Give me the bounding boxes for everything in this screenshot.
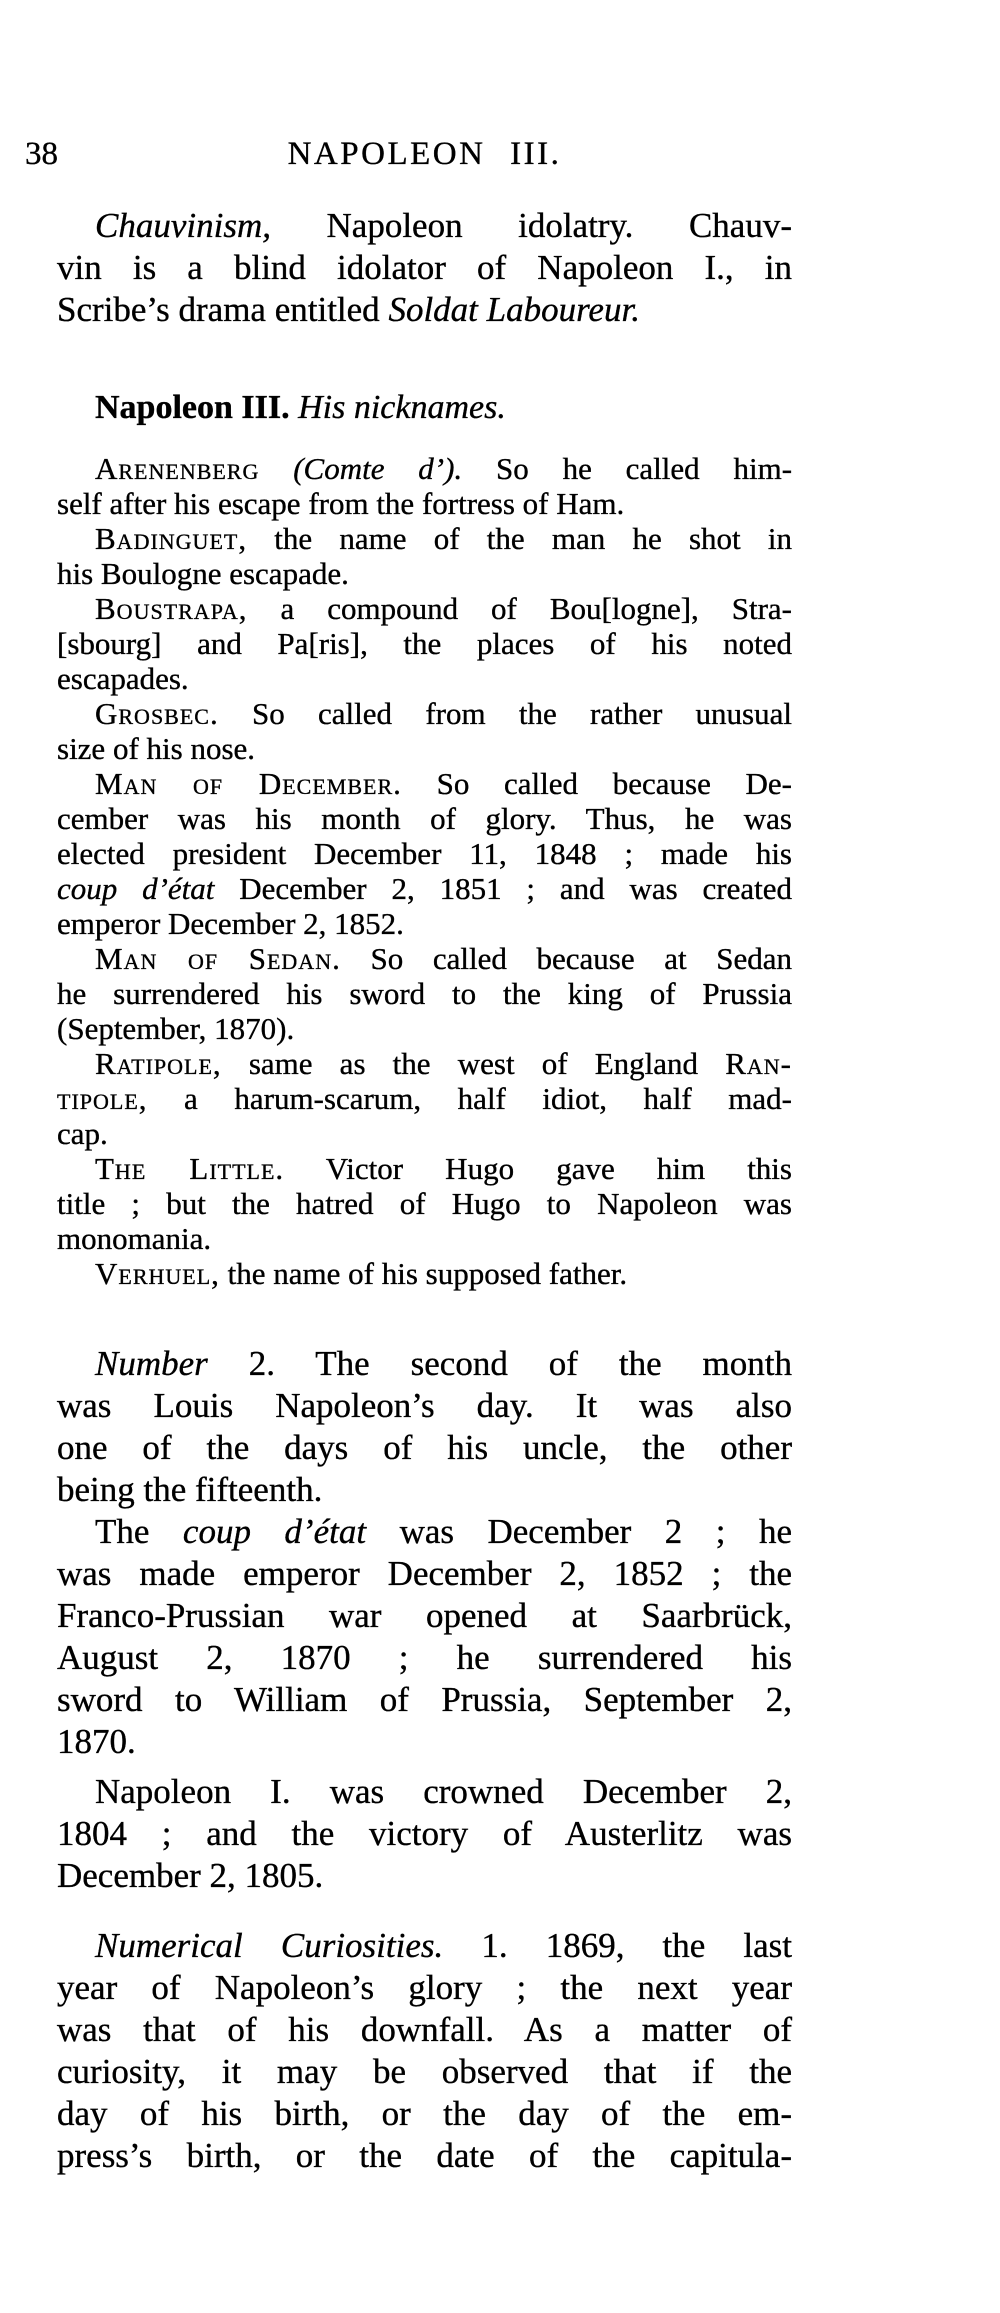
text-segment: Ran-	[725, 1046, 792, 1081]
text-line	[57, 591, 792, 626]
text-line	[57, 1385, 792, 1427]
text-segment: Verhuel,	[95, 1256, 220, 1291]
coup-detat-paragraph	[57, 1511, 792, 1763]
text-segment: 1870.	[57, 1722, 136, 1761]
text-segment: So called from the rather unusual	[218, 696, 792, 731]
text-segment: August 2, 1870 ; he surrendered his	[57, 1638, 792, 1677]
text-segment: cap.	[57, 1116, 108, 1151]
text-segment: Man of December.	[95, 766, 402, 801]
text-segment: the name of the man he shot in	[247, 521, 792, 556]
text-line	[57, 1343, 792, 1385]
text-line	[57, 1256, 792, 1291]
text-segment: Chauvinism,	[95, 206, 271, 245]
text-segment: day of his birth, or the day of the em-	[57, 2094, 792, 2133]
text-line	[57, 247, 792, 289]
text-segment: cember was his month of glory. Thus, he was	[57, 801, 792, 836]
text-segment: Scribe’s drama entitled	[57, 290, 389, 329]
text-line	[57, 1855, 792, 1897]
entry-grosbec	[57, 696, 792, 766]
text-segment: Victor Hugo gave him this	[284, 1151, 792, 1186]
text-segment	[259, 451, 293, 486]
text-line	[57, 696, 792, 731]
text-line	[57, 1553, 792, 1595]
page-body	[57, 205, 792, 2177]
entry-man-of-december	[57, 766, 792, 941]
napoleon-i-paragraph	[57, 1771, 792, 1897]
text-line	[57, 766, 792, 801]
text-line	[57, 1469, 792, 1511]
text-segment: same as the west of England	[221, 1046, 726, 1081]
text-line	[57, 1721, 792, 1763]
numerical-curiosities-paragraph	[57, 1925, 792, 2177]
text-segment: Arenenberg	[95, 451, 260, 486]
text-segment: His nicknames.	[298, 389, 506, 426]
text-segment: Ratipole,	[95, 1046, 222, 1081]
text-line	[57, 289, 792, 331]
text-line	[57, 1771, 792, 1813]
text-line	[57, 556, 792, 591]
text-segment: So called because De-	[401, 766, 792, 801]
text-segment: coup d’état	[182, 1512, 367, 1551]
text-line	[57, 1679, 792, 1721]
text-segment: press’s birth, or the date of the capitula-	[57, 2136, 792, 2175]
text-line	[57, 205, 792, 247]
text-segment: sword to William of Prussia, September 2,	[57, 1680, 792, 1719]
text-line	[57, 906, 792, 941]
text-line	[57, 387, 792, 429]
entry-ratipole	[57, 1046, 792, 1151]
text-segment: vin is a blind idolator of Napoleon I., in	[57, 248, 792, 287]
entry-arenenberg	[57, 451, 792, 521]
text-line	[57, 521, 792, 556]
text-line	[57, 1637, 792, 1679]
running-title: NAPOLEON III.	[287, 136, 562, 172]
text-segment: Badinguet,	[95, 521, 248, 556]
text-segment: [sbourg] and Pa[ris], the places of his noted	[57, 626, 792, 661]
text-segment: coup d’état	[57, 871, 215, 906]
text-segment: December 2, 1805.	[57, 1856, 324, 1895]
text-segment: Soldat Laboureur.	[388, 290, 640, 329]
text-line	[57, 451, 792, 486]
text-segment: was that of his downfall. As a matter of	[57, 2010, 792, 2049]
text-segment: The Little.	[95, 1151, 285, 1186]
text-line	[57, 1186, 792, 1221]
text-segment: elected president December 11, 1848 ; made his	[57, 836, 792, 871]
text-segment: was made emperor December 2, 1852 ; the	[57, 1554, 792, 1593]
text-segment: size of his nose.	[57, 731, 256, 766]
text-line	[57, 1967, 792, 2009]
text-segment: being the fifteenth.	[57, 1470, 323, 1509]
text-segment: (Comte d’).	[293, 451, 463, 486]
nicknames-heading	[57, 387, 792, 429]
text-line	[57, 626, 792, 661]
entry-boustrapa	[57, 591, 792, 696]
text-segment: So he called him-	[462, 451, 793, 486]
text-line	[57, 871, 792, 906]
text-segment: escapades.	[57, 661, 189, 696]
text-line	[57, 1116, 792, 1151]
entry-man-of-sedan	[57, 941, 792, 1046]
text-line	[57, 1511, 792, 1553]
text-segment: Grosbec.	[95, 696, 219, 731]
text-line	[57, 1046, 792, 1081]
text-line	[57, 661, 792, 696]
text-line	[57, 1151, 792, 1186]
text-line	[57, 1427, 792, 1469]
text-line	[57, 976, 792, 1011]
running-head	[57, 133, 792, 175]
text-line	[57, 1925, 792, 1967]
text-segment: 1. 1869, the last	[443, 1926, 792, 1965]
text-line	[57, 836, 792, 871]
text-segment: Numerical Curiosities.	[95, 1926, 444, 1965]
text-line	[57, 1081, 792, 1116]
text-line	[57, 1221, 792, 1256]
text-line	[57, 486, 792, 521]
entry-the-little	[57, 1151, 792, 1256]
text-line	[57, 2051, 792, 2093]
text-segment: one of the days of his uncle, the other	[57, 1428, 792, 1467]
text-segment: (September, 1870).	[57, 1011, 295, 1046]
text-segment: the name of his supposed father.	[219, 1256, 628, 1291]
page-number: 38	[25, 136, 58, 172]
text-line	[57, 2093, 792, 2135]
text-segment: 1804 ; and the victory of Austerlitz was	[57, 1814, 792, 1853]
text-segment: was December 2 ; he	[366, 1512, 792, 1551]
text-segment: title ; but the hatred of Hugo to Napoleon was	[57, 1186, 792, 1221]
number-2-paragraph	[57, 1343, 792, 1511]
text-segment: self after his escape from the fortress of Ham.	[57, 486, 625, 521]
text-line	[57, 1813, 792, 1855]
chauvinism-paragraph	[57, 205, 792, 331]
text-segment: So called because at Sedan	[340, 941, 792, 976]
text-segment: December 2, 1851 ; and was created	[214, 871, 792, 906]
text-segment: tipole,	[57, 1081, 148, 1116]
text-line	[57, 941, 792, 976]
text-segment: The	[95, 1512, 183, 1551]
entry-verhuel	[57, 1256, 792, 1291]
text-line	[57, 801, 792, 836]
text-line	[57, 731, 792, 766]
text-segment: Man of Sedan.	[95, 941, 341, 976]
text-line	[57, 2135, 792, 2177]
text-segment: Number	[95, 1344, 208, 1383]
text-segment: emperor December 2, 1852.	[57, 906, 404, 941]
entry-badinguet	[57, 521, 792, 591]
text-segment: Napoleon idolatry. Chauv-	[270, 206, 792, 245]
text-segment: a harum-scarum, half idiot, half mad-	[147, 1081, 792, 1116]
text-line	[57, 2009, 792, 2051]
text-segment: was Louis Napoleon’s day. It was also	[57, 1386, 792, 1425]
text-segment: curiosity, it may be observed that if the	[57, 2052, 792, 2091]
text-line	[57, 1595, 792, 1637]
text-segment	[290, 389, 299, 426]
text-segment: year of Napoleon’s glory ; the next year	[57, 1968, 792, 2007]
text-segment: Napoleon III.	[95, 389, 290, 426]
text-segment: his Boulogne escapade.	[57, 556, 349, 591]
text-segment: monomania.	[57, 1221, 212, 1256]
text-segment: a compound of Bou[logne], Stra-	[247, 591, 792, 626]
text-line	[57, 1011, 792, 1046]
text-segment: he surrendered his sword to the king of Prussia	[57, 976, 792, 1011]
text-segment: Boustrapa,	[95, 591, 248, 626]
text-segment: Franco-Prussian war opened at Saarbrück,	[57, 1596, 792, 1635]
text-segment: 2. The second of the month	[207, 1344, 792, 1383]
text-segment: Napoleon I. was crowned December 2,	[95, 1772, 792, 1811]
